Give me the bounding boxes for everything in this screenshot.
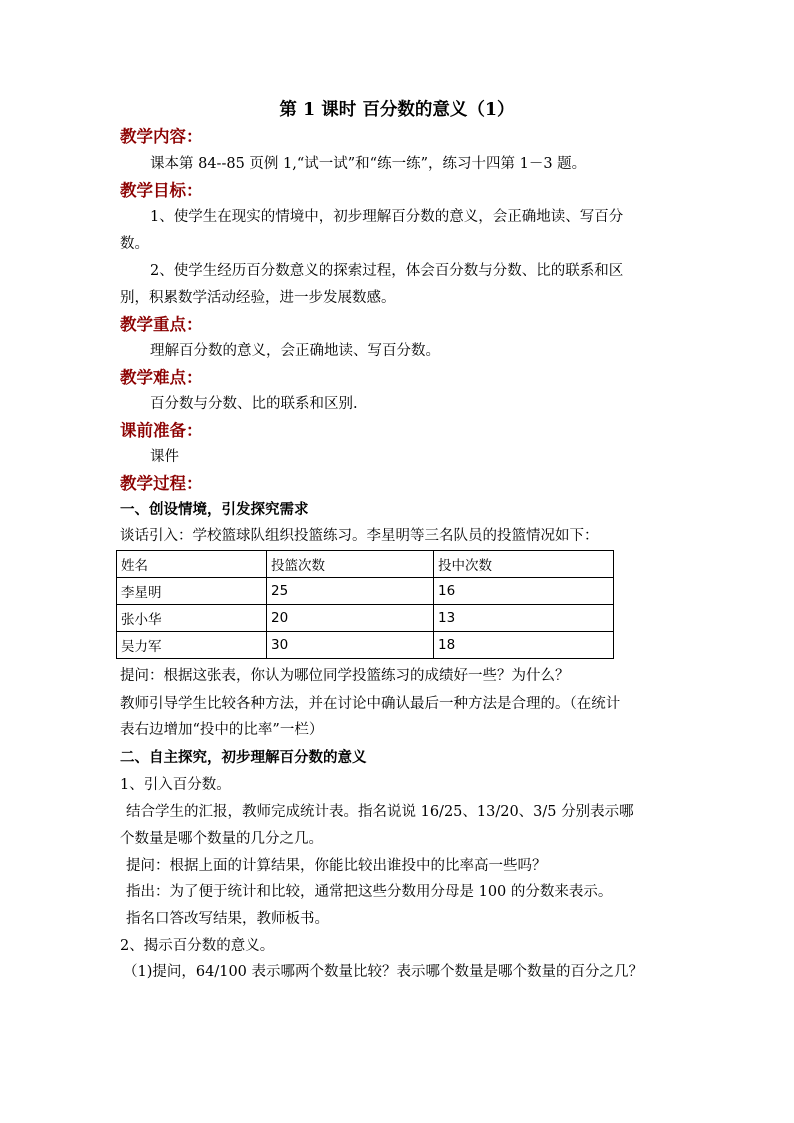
table-header-row <box>117 551 614 578</box>
shooting-stats-table <box>116 550 614 659</box>
table-row <box>117 578 614 605</box>
table-cell: 李星明 <box>117 578 267 605</box>
difficult-points-heading: 教学难点： <box>120 368 203 387</box>
table-cell: 25 <box>267 578 434 605</box>
step-1-point: 指出：为了便于统计和比较，通常把这些分数用分母是 100 的分数来表示。 <box>126 884 613 900</box>
table-cell: 20 <box>267 605 434 632</box>
teaching-process-heading: 教学过程： <box>120 474 203 493</box>
guide-line-1: 教师引导学生比较各种方法，并在讨论中确认最后一种方法是合理的。（在统计 <box>120 696 621 712</box>
teaching-content-text: 课本第 84--85 页例 1,“试一试”和“练一练”，练习十四第 1－3 题。 <box>150 156 587 172</box>
step-2-title: 2、揭示百分数的意义。 <box>120 938 275 954</box>
table-cell: 张小华 <box>117 605 267 632</box>
goal-2-line-2: 别，积累数学活动经验，进一步发展数感。 <box>120 290 396 306</box>
goal-1-line-2: 数。 <box>120 236 149 252</box>
step-1-line-2: 个数量是哪个数量的几分之几。 <box>120 831 323 847</box>
table-header-cell: 投中次数 <box>434 551 614 578</box>
teaching-content-heading: 教学内容： <box>120 127 203 146</box>
table-header-cell: 投篮次数 <box>267 551 434 578</box>
section-2-heading: 二、自主探究，初步理解百分数的意义 <box>120 749 367 766</box>
table-cell: 16 <box>434 578 614 605</box>
preparation-heading: 课前准备： <box>120 421 203 440</box>
preparation-text: 课件 <box>150 449 179 465</box>
goal-1-line-1: 1、使学生在现实的情境中，初步理解百分数的意义，会正确地读、写百分 <box>150 209 624 225</box>
step-1-title: 1、引入百分数。 <box>120 777 231 793</box>
goal-2-line-1: 2、使学生经历百分数意义的探索过程，体会百分数与分数、比的联系和区 <box>150 263 624 279</box>
difficult-points-text: 百分数与分数、比的联系和区别. <box>150 396 358 412</box>
teaching-goals-heading: 教学目标： <box>120 181 203 200</box>
table-cell: 18 <box>434 632 614 659</box>
lesson-title: 第 1 课时 百分数的意义（1） <box>279 100 515 120</box>
intro-text: 谈话引入：学校篮球队组织投篮练习。李星明等三名队员的投篮情况如下： <box>120 528 599 544</box>
table-cell: 30 <box>267 632 434 659</box>
section-1-heading: 一、创设情境，引发探究需求 <box>120 501 309 518</box>
guide-line-2: 表右边增加“投中的比率”一栏） <box>120 722 324 738</box>
step-1-line-1: 结合学生的汇报，教师完成统计表。指名说说 16/25、13/20、3/5 分别表示哪 <box>126 804 634 820</box>
key-points-heading: 教学重点： <box>120 315 203 334</box>
table-header-cell: 姓名 <box>117 551 267 578</box>
question-1: 提问：根据这张表，你认为哪位同学投篮练习的成绩好一些？为什么？ <box>120 668 570 684</box>
table-cell: 13 <box>434 605 614 632</box>
step-1-question: 提问：根据上面的计算结果，你能比较出谁投中的比率高一些吗？ <box>126 858 547 874</box>
key-points-text: 理解百分数的意义，会正确地读、写百分数。 <box>150 343 440 359</box>
table-row <box>117 605 614 632</box>
step-2-question-1: （1)提问，64/100 表示哪两个数量比较？表示哪个数量是哪个数量的百分之几？ <box>123 964 644 980</box>
step-1-action: 指名口答改写结果，教师板书。 <box>126 911 329 927</box>
table-cell: 吴力军 <box>117 632 267 659</box>
table-row <box>117 632 614 659</box>
